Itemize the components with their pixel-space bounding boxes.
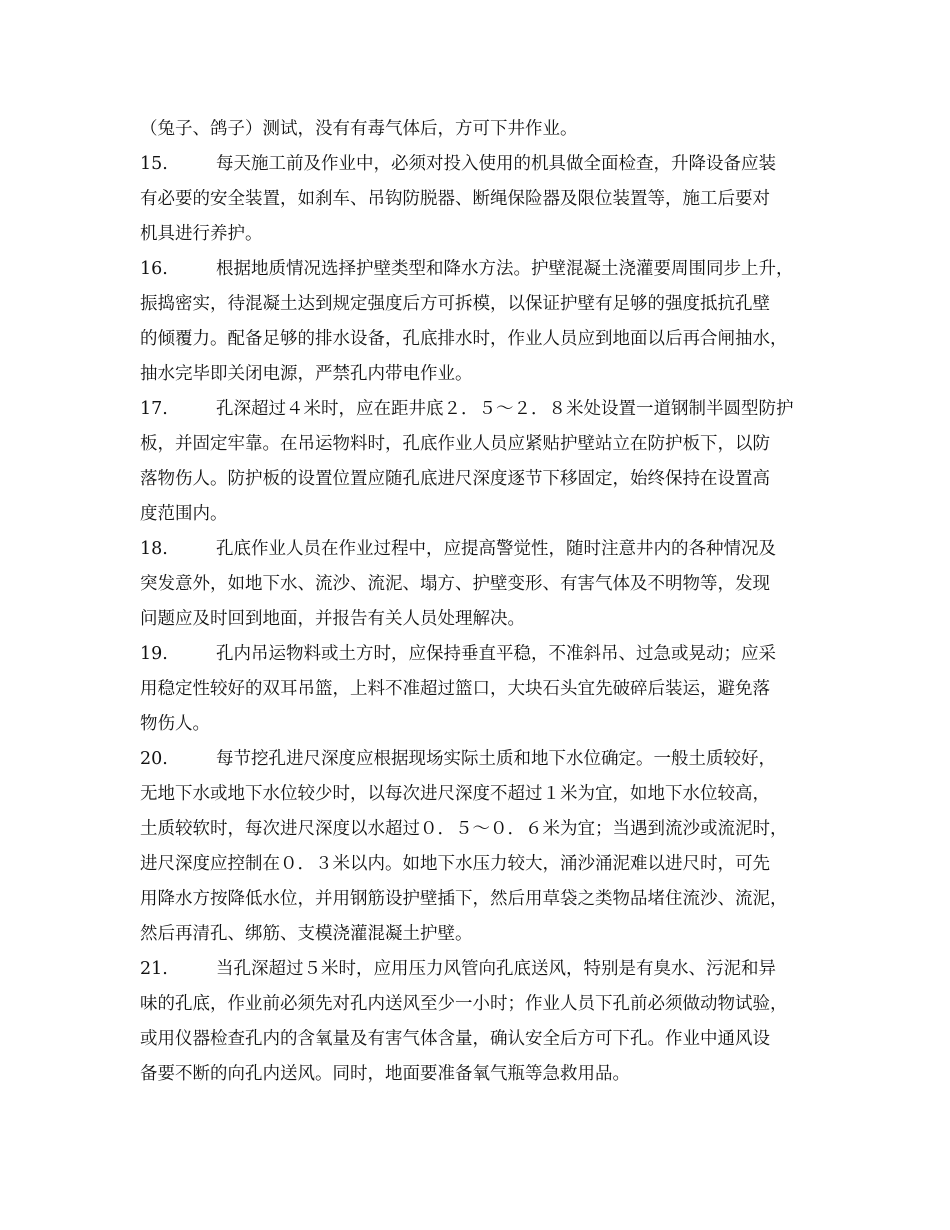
text-line: 或用仪器检查孔内的含氧量及有害气体含量，确认安全后方可下孔。作业中通风设 [140, 1029, 770, 1049]
item-text: 孔深超过４米时，应在距井底２．５～２．８米处设置一道钢制半圆型防护 [216, 399, 794, 419]
text-line: 振捣密实，待混凝土达到规定强度后方可拆模，以保证护壁有足够的强度抵抗孔壁 [140, 294, 770, 314]
text-line: 的倾覆力。配备足够的排水设备，孔底排水时，作业人员应到地面以后再合闸抽水， [140, 329, 788, 349]
numbered-item-20 [140, 742, 830, 776]
item-text: 根据地质情况选择护壁类型和降水方法。护壁混凝土浇灌要周围同步上升， [216, 259, 794, 279]
item-text: 每天施工前及作业中，必须对投入使用的机具做全面检查，升降设备应装 [216, 154, 776, 174]
text-line: 味的孔底，作业前必须先对孔内送风至少一小时；作业人员下孔前必须做动物试验， [140, 994, 788, 1014]
text-line: 落物伤人。防护板的设置位置应随孔底进尺深度逐节下移固定，始终保持在设置高 [140, 469, 770, 489]
numbered-item-19 [140, 637, 830, 671]
text-line: 有必要的安全装置，如刹车、吊钩防脱器、断绳保险器及限位装置等，施工后要对 [140, 189, 770, 209]
item-number: 15. [140, 154, 168, 174]
text-line: 突发意外，如地下水、流沙、流泥、塌方、护壁变形、有害气体及不明物等，发现 [140, 574, 770, 594]
text-line: 板，并固定牢靠。在吊运物料时，孔底作业人员应紧贴护壁站立在防护板下，以防 [140, 434, 770, 454]
text-line: 备要不断的向孔内送风。同时，地面要准备氧气瓶等急救用品。 [140, 1064, 630, 1084]
item-number: 19. [140, 644, 168, 664]
text-line: 然后再清孔、绑筋、支模浇灌混凝土护壁。 [140, 924, 473, 944]
text-line: 无地下水或地下水位较少时，以每次进尺深度不超过１米为宜，如地下水位较高， [140, 784, 770, 804]
text-line: 物伤人。 [140, 714, 210, 734]
item-number: 16. [140, 259, 168, 279]
text-line: 进尺深度应控制在０．３米以内。如地下水压力较大，涌沙涌泥难以进尺时，可先 [140, 854, 770, 874]
item-number: 17. [140, 399, 168, 419]
text-line: 用降水方按降低水位，并用钢筋设护壁插下，然后用草袋之类物品堵住流沙、流泥， [140, 889, 788, 909]
text-line: 土质较软时，每次进尺深度以水超过０．５～０．６米为宜；当遇到流沙或流泥时， [140, 819, 788, 839]
numbered-item-21 [140, 952, 830, 986]
text-line: 机具进行养护。 [140, 224, 263, 244]
text-line: 抽水完毕即关闭电源，严禁孔内带电作业。 [140, 364, 473, 384]
numbered-item-17 [140, 392, 830, 426]
item-text: 孔底作业人员在作业过程中，应提高警觉性，随时注意井内的各种情况及 [216, 539, 776, 559]
item-number: 20. [140, 749, 168, 769]
item-text: 当孔深超过５米时，应用压力风管向孔底送风，特别是有臭水、污泥和异 [216, 959, 776, 979]
text-line: 度范围内。 [140, 504, 228, 524]
numbered-item-15 [140, 147, 830, 181]
numbered-item-18 [140, 532, 830, 566]
text-line: 问题应及时回到地面，并报告有关人员处理解决。 [140, 609, 525, 629]
text-line: （兔子、鸽子）测试，没有有毒气体后，方可下井作业。 [140, 119, 578, 139]
item-number: 21. [140, 959, 168, 979]
numbered-item-16 [140, 252, 830, 286]
item-number: 18. [140, 539, 168, 559]
item-text: 孔内吊运物料或土方时，应保持垂直平稳，不准斜吊、过急或晃动；应采 [216, 644, 776, 664]
text-line: 用稳定性较好的双耳吊篮，上料不准超过篮口，大块石头宜先破碎后装运，避免落 [140, 679, 770, 699]
item-text: 每节挖孔进尺深度应根据现场实际土质和地下水位确定。一般土质较好， [216, 749, 776, 769]
